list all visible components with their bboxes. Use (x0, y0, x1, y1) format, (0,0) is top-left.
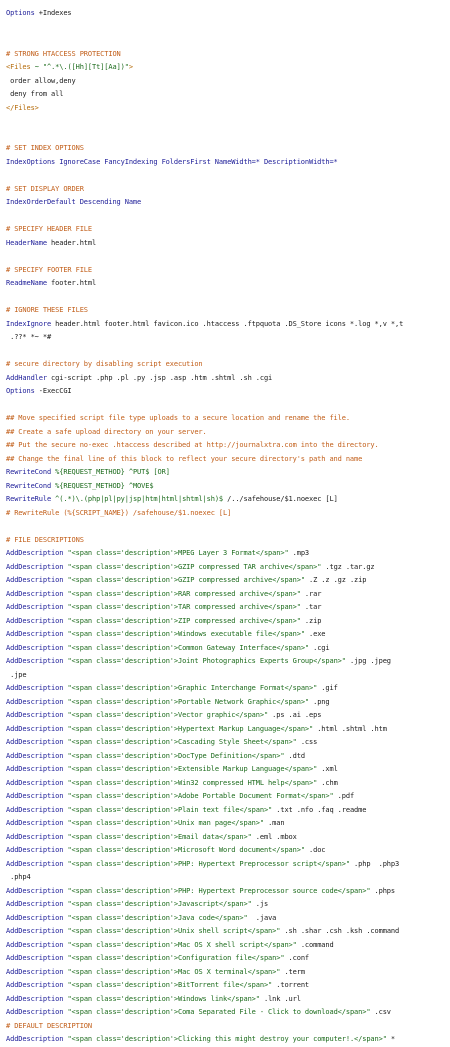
code-line (6, 804, 446, 818)
directive-token: AddDescription (6, 684, 64, 692)
string-token: "<span class='description'>Graphic Interchange Format</span>" (67, 684, 318, 692)
code-line (6, 277, 446, 291)
string-token: "<span class='description'>Joint Photographics Experts Group</span>" (67, 657, 346, 665)
directive-token: AddDescription (6, 630, 64, 638)
text-token: footer.html (46, 279, 97, 287)
string-token: "<span class='description'>Adobe Portable Document Format</span>" (67, 792, 334, 800)
code-line (6, 547, 446, 561)
blank-line (6, 210, 446, 224)
string-token: "<span class='description'>Portable Network Graphic</span>" (67, 697, 310, 706)
text-token: .conf (284, 954, 310, 962)
string-token: "<span class='description'>Common Gateway Interface</span>" (67, 643, 310, 652)
text-token: /../safehouse/$1.noexec [L] (223, 495, 338, 503)
code-line (6, 102, 446, 116)
code-line (6, 466, 446, 480)
code-line (6, 682, 446, 696)
directive-token: IndexOptions IgnoreCase FancyIndexing FoldersFirst NameWidth=* DescriptionWidth=* (6, 157, 338, 166)
code-line (6, 372, 446, 386)
code-line (6, 318, 446, 332)
string-token: "<span class='description'>Windows executable file</span>" (67, 630, 305, 638)
code-line (6, 939, 446, 953)
text-token: .pdf (333, 792, 355, 800)
text-token: +Indexes (34, 9, 72, 17)
text-token: .dtd (284, 751, 305, 760)
code-line (6, 952, 446, 966)
code-line (6, 723, 446, 737)
code-line (6, 912, 446, 926)
string-token: "<span class='description'>Javascript</span>" (67, 900, 252, 908)
directive-token: AddDescription (6, 1035, 64, 1043)
text-token: .exe (304, 630, 326, 638)
code-line (6, 709, 446, 723)
text-token: header.html footer.html favicon.ico .htaccess .ftpquota .DS_Store icons *.log *,v *,t (51, 319, 404, 328)
text-token: * (386, 1035, 396, 1043)
htaccess-source-listing (6, 7, 446, 1047)
code-line (6, 7, 446, 21)
code-line (6, 223, 446, 237)
text-token: .php .php3 (349, 859, 400, 868)
directive-token: AddDescription (6, 927, 64, 935)
code-line (6, 507, 446, 521)
string-token: %{REQUEST_METHOD} ^MOVE$ (55, 481, 154, 490)
directive-token: AddDescription (6, 1008, 64, 1016)
code-line (6, 358, 446, 372)
text-token: .csv (370, 1008, 391, 1016)
string-token: "<span class='description'>Configuration file</span>" (67, 954, 285, 962)
directive-token: AddHandler (6, 373, 47, 382)
string-token: "<span class='description'>BitTorrent file</span>" (67, 981, 273, 989)
text-token: .ps .ai .eps (268, 711, 322, 719)
string-token: "<span class='description'>Unix man page</span>" (67, 819, 264, 827)
string-token: "<span class='description'>Email data</span>" (67, 832, 252, 841)
directive-token: Options (6, 387, 35, 395)
text-token: .xml (317, 765, 338, 773)
string-token: "<span class='description'>PHP: Hypertext Preprocessor source code</span>" (67, 886, 371, 895)
code-line (6, 736, 446, 750)
text-token: -ExecCGI (34, 387, 72, 395)
blank-line (6, 520, 446, 534)
code-line (6, 615, 446, 629)
directive-token: RewriteCond (6, 468, 52, 476)
code-line (6, 925, 446, 939)
directive-token: AddDescription (6, 819, 64, 827)
code-line (6, 48, 446, 62)
blank-line (6, 34, 446, 48)
text-token: .cgi (309, 643, 330, 652)
code-line (6, 844, 446, 858)
text-token: header.html (46, 238, 97, 247)
string-token: "<span class='description'>Extensible Markup Language</span>" (67, 765, 318, 773)
directive-token: Options (6, 9, 35, 17)
code-line (6, 831, 446, 845)
directive-token: AddDescription (6, 562, 64, 571)
directive-token: AddDescription (6, 940, 64, 949)
directive-token: AddDescription (6, 765, 64, 773)
code-line (6, 88, 446, 102)
comment-token: # DEFAULT DESCRIPTION (6, 1021, 92, 1030)
code-line (6, 453, 446, 467)
code-line (6, 790, 446, 804)
comment-token: # RewriteRule (%{SCRIPT_NAME}) /safehouse/$1.noexec [L] (6, 508, 232, 517)
text-token: .command (296, 940, 334, 949)
text-token: order allow,deny (6, 76, 76, 85)
text-token: .chm (317, 778, 338, 787)
blank-line (6, 250, 446, 264)
directive-token: AddDescription (6, 832, 64, 841)
directive-token: AddDescription (6, 967, 64, 976)
code-line (6, 1020, 446, 1034)
comment-token: # STRONG HTACCESS PROTECTION (6, 49, 121, 58)
code-line (6, 156, 446, 170)
tag-token: <Files (6, 63, 31, 71)
directive-token: AddDescription (6, 981, 64, 989)
directive-token: AddDescription (6, 792, 64, 800)
code-line (6, 655, 446, 669)
code-line (6, 993, 446, 1007)
blank-line (6, 21, 446, 35)
code-line (6, 237, 446, 251)
text-token: .zip (300, 616, 322, 625)
directive-token: AddDescription (6, 549, 64, 557)
text-token: .png (309, 697, 330, 706)
directive-token: ReadmeName (6, 279, 47, 287)
directive-token: AddDescription (6, 711, 64, 719)
text-token: .jpe (6, 670, 27, 679)
directive-token: AddDescription (6, 805, 64, 814)
directive-token: AddDescription (6, 778, 64, 787)
text-token: .jpg .jpeg (345, 657, 391, 665)
directive-token: AddDescription (6, 751, 64, 760)
text-token: .sh .shar .csh .ksh .command (280, 927, 400, 935)
blank-line (6, 169, 446, 183)
text-token: deny from all (6, 90, 64, 98)
text-token: .torrent (272, 981, 310, 989)
code-line (6, 331, 446, 345)
string-token: "<span class='description'>GZIP compressed archive</span>" (67, 576, 305, 584)
string-token: "<span class='description'>Unix shell script</span>" (67, 927, 281, 935)
code-line (6, 385, 446, 399)
text-token: .lnk .url (259, 994, 301, 1003)
directive-token: AddDescription (6, 954, 64, 962)
comment-token: # SET DISPLAY ORDER (6, 184, 84, 193)
directive-token: IndexIgnore (6, 319, 52, 328)
code-line (6, 777, 446, 791)
blank-line (6, 129, 446, 143)
code-line (6, 763, 446, 777)
directive-token: AddDescription (6, 697, 64, 706)
code-line (6, 588, 446, 602)
text-token: cgi-script .php .pl .py .jsp .asp .htm .shtml .sh .cgi (46, 373, 273, 382)
code-line (6, 696, 446, 710)
string-token: "<span class='description'>Win32 compressed HTML help</span>" (67, 778, 318, 787)
directive-token: AddDescription (6, 859, 64, 868)
string-token: "<span class='description'>Hypertext Markup Language</span>" (67, 724, 314, 733)
directive-token: AddDescription (6, 576, 64, 584)
blank-line (6, 399, 446, 413)
string-token: "<span class='description'>TAR compressed archive</span>" (67, 603, 301, 611)
code-line (6, 601, 446, 615)
comment-token: ## Create a safe upload directory on your server. (6, 427, 207, 436)
text-token: .js (251, 900, 269, 908)
text-token: .css (296, 738, 318, 746)
directive-token: AddDescription (6, 724, 64, 733)
comment-token: # secure directory by disabling script execution (6, 360, 203, 368)
string-token: "<span class='description'>Windows link</span>" (67, 994, 260, 1003)
directive-token: AddDescription (6, 738, 64, 746)
directive-token: AddDescription (6, 900, 64, 908)
string-token: "<span class='description'>GZIP compressed TAR archive</span>" (67, 562, 322, 571)
code-line (6, 561, 446, 575)
directive-token: AddDescription (6, 616, 64, 625)
string-token: "<span class='description'>PHP: Hypertext Preprocessor script</span>" (67, 859, 350, 868)
code-line (6, 439, 446, 453)
directive-token: AddDescription (6, 846, 64, 854)
code-line (6, 669, 446, 683)
directive-token: AddDescription (6, 994, 64, 1003)
code-line (6, 885, 446, 899)
text-token: .Z .z .gz .zip (304, 576, 367, 584)
directive-token: AddDescription (6, 657, 64, 665)
text-token: .html .shtml .htm (313, 724, 387, 733)
code-line (6, 898, 446, 912)
code-line (6, 534, 446, 548)
text-token: .rar (300, 589, 322, 598)
comment-token: # IGNORE THESE FILES (6, 306, 88, 314)
string-token: "<span class='description'>ZIP compressed archive</span>" (67, 616, 301, 625)
code-line (6, 75, 446, 89)
string-token: "<span class='description'>Cascading Style Sheet</span>" (67, 738, 297, 746)
code-line (6, 304, 446, 318)
code-line (6, 142, 446, 156)
code-line (6, 426, 446, 440)
comment-token: # SPECIFY HEADER FILE (6, 225, 92, 233)
string-token: "<span class='description'>DocType Definition</span>" (67, 751, 285, 760)
comment-token: # FILE DESCRIPTIONS (6, 535, 84, 544)
code-line (6, 1033, 446, 1047)
directive-token: RewriteRule (6, 495, 52, 503)
directive-token: RewriteCond (6, 481, 52, 490)
string-token: "<span class='description'>RAR compressed archive</span>" (67, 589, 301, 598)
code-line (6, 979, 446, 993)
tag-token: > (128, 63, 133, 71)
string-token: "<span class='description'>Java code</span>" (67, 913, 248, 922)
text-token: .txt .nfo .faq .readme (272, 805, 367, 814)
blank-line (6, 345, 446, 359)
text-token: .mp3 (288, 549, 310, 557)
code-line (6, 858, 446, 872)
code-line (6, 628, 446, 642)
blank-line (6, 115, 446, 129)
directive-token: HeaderName (6, 238, 47, 247)
text-token: .gif (317, 684, 338, 692)
string-token: "<span class='description'>Plain text file</span>" (67, 805, 273, 814)
string-token: %{REQUEST_METHOD} ^PUT$ [OR] (55, 468, 170, 476)
code-line (6, 817, 446, 831)
text-token: .??* *~ *# (6, 333, 52, 341)
string-token: "<span class='description'>MPEG Layer 3 Format</span>" (67, 549, 289, 557)
comment-token: # SET INDEX OPTIONS (6, 144, 84, 152)
text-token: .term (280, 967, 305, 976)
string-token: "<span class='description'>Clicking this might destroy your computer!.</span>" (67, 1035, 387, 1043)
directive-token: AddDescription (6, 643, 64, 652)
code-line (6, 966, 446, 980)
comment-token: # SPECIFY FOOTER FILE (6, 265, 92, 274)
text-token: .doc (304, 846, 326, 854)
code-line (6, 412, 446, 426)
code-line (6, 493, 446, 507)
comment-token: ## Put the secure no-exec .htaccess described at http://journalxtra.com into the directory. (6, 441, 379, 449)
tag-token: </Files> (6, 103, 39, 112)
code-line (6, 480, 446, 494)
string-token: "<span class='description'>Vector graphic</span>" (67, 711, 269, 719)
text-token: .phps (370, 886, 395, 895)
comment-token: ## Change the final line of this block to reflect your secure directory's path and name (6, 454, 363, 463)
directive-token: AddDescription (6, 589, 64, 598)
string-token: "<span class='description'>Microsoft Word document</span>" (67, 846, 305, 854)
text-token: .php4 (6, 873, 31, 881)
directive-token: AddDescription (6, 886, 64, 895)
directive-token: AddDescription (6, 913, 64, 922)
code-line (6, 750, 446, 764)
directive-token: IndexOrderDefault Descending Name (6, 198, 142, 206)
code-line (6, 642, 446, 656)
code-line (6, 183, 446, 197)
text-token: .tgz .tar.gz (321, 562, 375, 571)
blank-line (6, 291, 446, 305)
comment-token: ## Move specified script file type uploads to a secure location and rename the file. (6, 414, 350, 422)
code-line (6, 196, 446, 210)
text-token: .tar (300, 603, 322, 611)
code-line (6, 871, 446, 885)
string-token: "<span class='description'>Mac OS X shell script</span>" (67, 940, 297, 949)
text-token: .man (263, 819, 285, 827)
string-token: "<span class='description'>Coma Separated File - Click to download</span>" (67, 1008, 371, 1016)
code-line (6, 574, 446, 588)
directive-token: AddDescription (6, 603, 64, 611)
text-token: .eml .mbox (251, 832, 297, 841)
string-token: ~ "^.*\.([Hh][Tt][Aa])" (34, 63, 129, 71)
string-token: ^(.*)\.(php|pl|py|jsp|htm|html|shtml|sh)$ (55, 495, 224, 503)
code-line (6, 264, 446, 278)
code-line (6, 1006, 446, 1020)
code-line (6, 61, 446, 75)
text-token: .java (247, 913, 277, 922)
string-token: "<span class='description'>Mac OS X terminal</span>" (67, 967, 281, 976)
